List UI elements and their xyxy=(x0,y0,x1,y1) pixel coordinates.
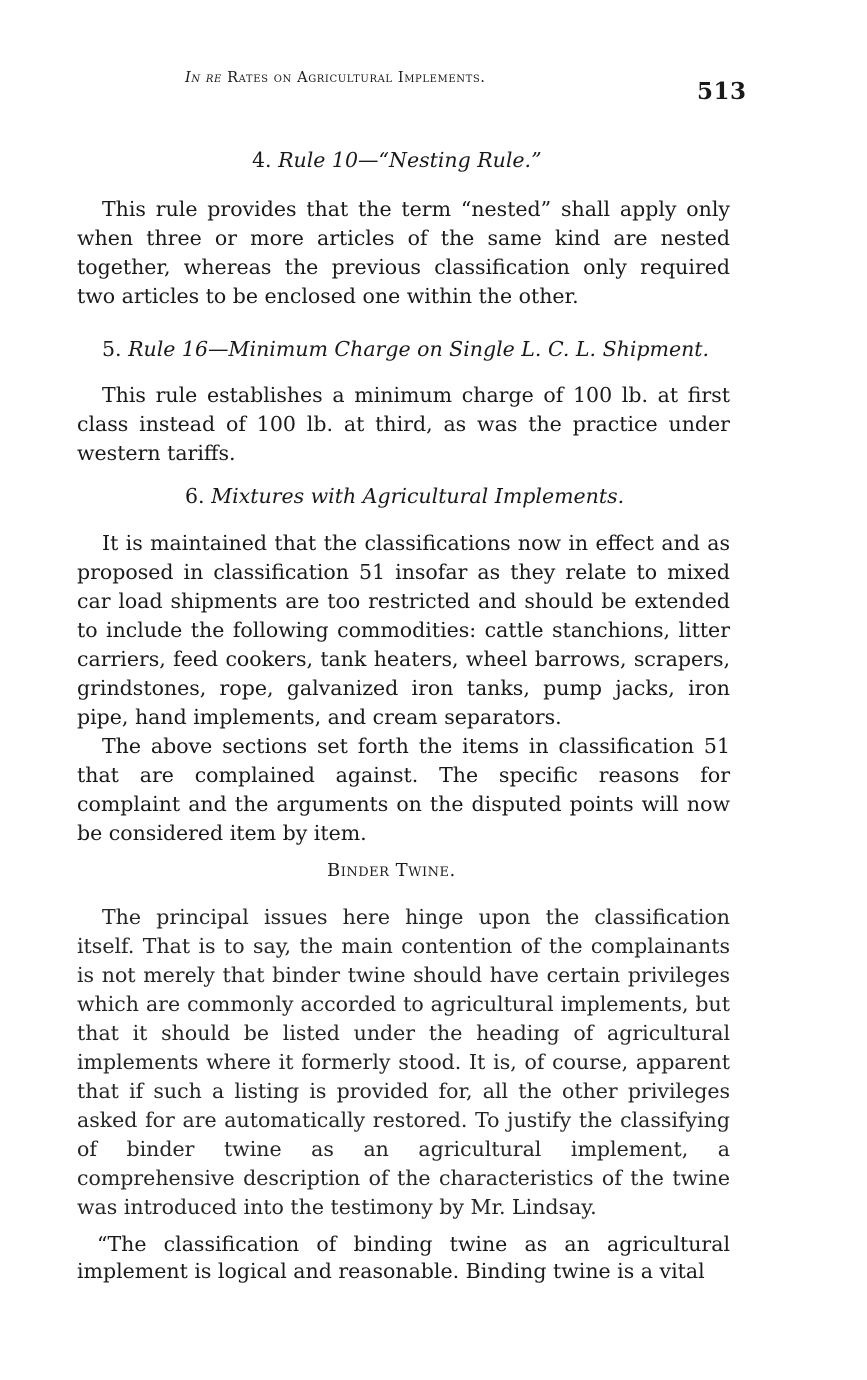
section-5-number: 5. xyxy=(102,337,122,361)
binder-twine-quote-block xyxy=(77,1231,730,1285)
section-4-paragraph: This rule provides that the term “nested” shall apply only when three or more articles of the same kind are nested together, whereas the previous classification only required two articles to be enclosed one within the other. xyxy=(77,197,730,308)
running-head-title: Rates on Agricultural Implements. xyxy=(227,70,486,86)
page-number: 513 xyxy=(697,78,747,105)
section-4-heading xyxy=(252,148,542,172)
running-head-italic: In re xyxy=(185,70,222,86)
section-6-heading xyxy=(185,484,624,508)
section-4-body xyxy=(77,195,730,311)
section-5-title: Rule 16—Minimum Charge on Single L. C. L. Shipment. xyxy=(128,337,710,361)
binder-twine-body xyxy=(77,903,730,1222)
section-6-body xyxy=(77,529,730,848)
binder-twine-quote: “The classification of binding twine as an agricultural implement is logical and reasonable. Binding twine is a vital xyxy=(77,1232,730,1283)
binder-twine-paragraph: The principal issues here hinge upon the classification itself. That is to say, the main contention of the complainants is not merely that binder twine should have certain privileges which are commonly accorded to agricultural implements, but that it should be listed under the heading of agricultural implements where it formerly stood. It is, of course, apparent that if such a listing is provided for, all the other privileges asked for are automatically restored. To justify the classifying of binder twine as an agricultural implement, a comprehensive description of the characteristics of the twine was introduced into the testimony by Mr. Lindsay. xyxy=(77,905,730,1219)
section-5-heading xyxy=(102,337,709,361)
section-5-paragraph: This rule establishes a minimum charge of 100 lb. at first class instead of 100 lb. at third, as was the practice under western tariffs. xyxy=(77,383,730,465)
section-4-title: Rule 10—“Nesting Rule.” xyxy=(278,148,542,172)
section-6-paragraph-1: It is maintained that the classifications now in effect and as proposed in classification 51 insofar as they relate to mixed car load shipments are too restricted and should be extended to include the following commodities: cattle stanchions, litter carriers, feed cookers, tank heaters, wheel barrows, scrapers, grindstones, rope, galvanized iron tanks, pump jacks, iron pipe, hand implements, and cream separators. xyxy=(77,531,730,729)
section-6-paragraph-2: The above sections set forth the items in classification 51 that are complained against. The specific reasons for complaint and the arguments on the disputed points will now be considered item by item. xyxy=(77,734,730,845)
section-6-title: Mixtures with Agricultural Implements. xyxy=(211,484,625,508)
section-5-body xyxy=(77,381,730,468)
section-6-number: 6. xyxy=(185,484,205,508)
running-head xyxy=(185,70,486,86)
binder-twine-heading: Binder Twine. xyxy=(327,860,456,881)
section-4-number: 4. xyxy=(252,148,272,172)
